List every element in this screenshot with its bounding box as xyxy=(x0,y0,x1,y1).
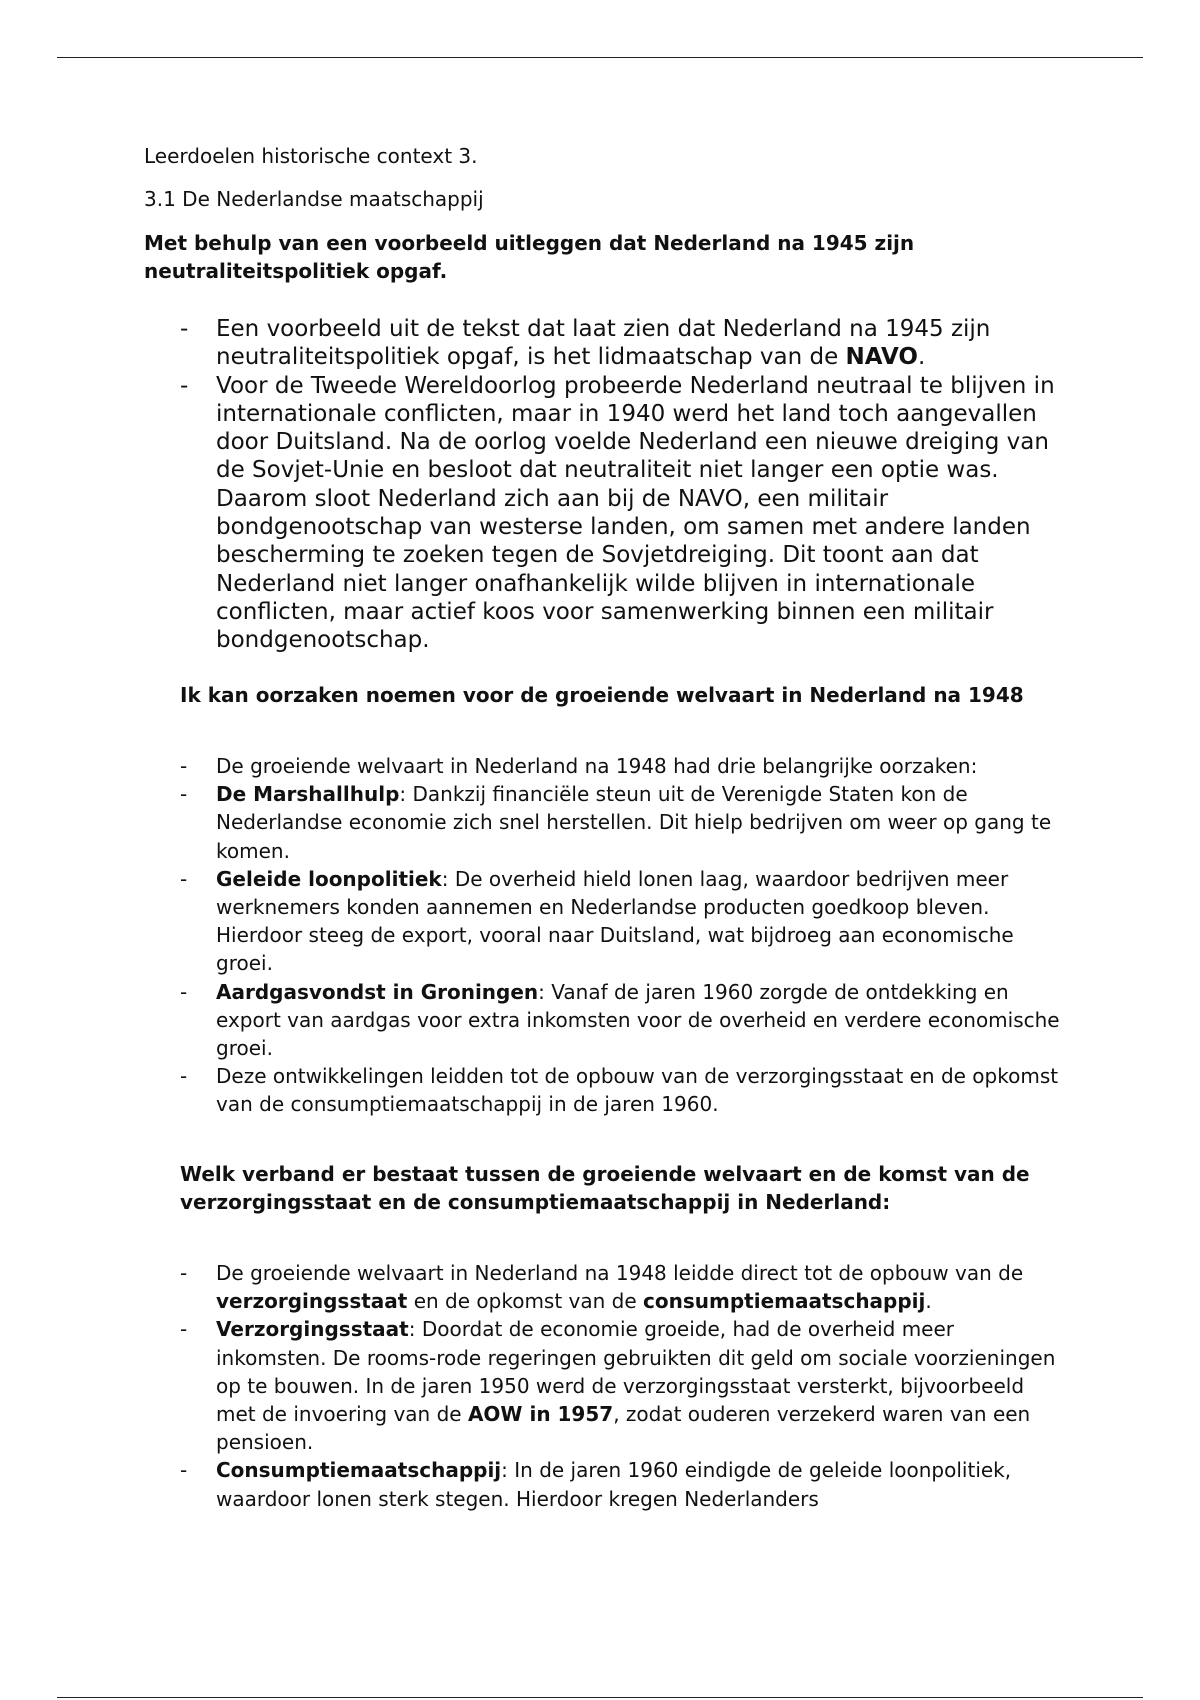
list-item: - De groeiende welvaart in Nederland na 1948 leidde direct tot de opbouw van de verzorgingsstaat en de opkomst van de consumptiemaatschappij. xyxy=(180,1259,1060,1315)
verband-list xyxy=(180,1259,1060,1513)
neutrality-list xyxy=(180,315,1060,655)
welvaart-list xyxy=(180,752,1060,1119)
list-item: - Aardgasvondst in Groningen: Vanaf de jaren 1960 zorgde de ontdekking en export van aardgas voor extra inkomsten voor de overheid en verdere economische groei. xyxy=(180,978,1060,1063)
footer-rule xyxy=(57,1697,1143,1698)
list-item: - Een voorbeeld uit de tekst dat laat zien dat Nederland na 1945 zijn neutraliteitspolitiek opgaf, is het lidmaatschap van de NAVO. xyxy=(180,315,1060,372)
list-item: - Consumptiemaatschappij: In de jaren 1960 eindigde de geleide loonpolitiek, waardoor lonen sterk stegen. Hierdoor kregen Nederlanders xyxy=(180,1456,1060,1512)
list-item: - Deze ontwikkelingen leidden tot de opbouw van de verzorgingsstaat en de opkomst van de consumptiemaatschappij in de jaren 1960. xyxy=(180,1062,1060,1118)
list-item: - Voor de Tweede Wereldoorlog probeerde Nederland neutraal te blijven in internationale conflicten, maar in 1940 werd het land toch aangevallen door Duitsland. Na de oorlog voelde Nederland een nieuwe dreiging van de Sovjet-Unie en besloot dat neutraliteit niet langer een optie was. Daarom sloot Nederland zich aan bij de NAVO, een militair bondgenootschap van westerse landen, om samen met andere landen bescherming te zoeken tegen de Sovjetdreiging. Dit toont aan dat Nederland niet langer onafhankelijk wilde blijven in internationale conflicten, maar actief koos voor samenwerking binnen een militair bondgenootschap. xyxy=(180,372,1060,655)
document-title: Leerdoelen historische context 3. xyxy=(144,144,478,168)
section-subtitle: 3.1 De Nederlandse maatschappij xyxy=(144,187,484,211)
list-item: - De groeiende welvaart in Nederland na 1948 had drie belangrijke oorzaken: xyxy=(180,752,1060,780)
list-item: - Geleide loonpolitiek: De overheid hield lonen laag, waardoor bedrijven meer werknemers konden aannemen en Nederlandse producten goedkoop bleven. Hierdoor steeg de export, vooral naar Duitsland, wat bijdroeg aan economische groei. xyxy=(180,865,1060,978)
list-item: - Verzorgingsstaat: Doordat de economie groeide, had de overheid meer inkomsten. De rooms-rode regeringen gebruikten dit geld om sociale voorzieningen op te bouwen. In de jaren 1950 werd de verzorgingsstaat versterkt, bijvoorbeeld met de invoering van de AOW in 1957, zodat ouderen verzekerd waren van een pensioen. xyxy=(180,1315,1060,1456)
section-heading-neutrality: Met behulp van een voorbeeld uitleggen dat Nederland na 1945 zijn neutraliteitspolitiek opgaf. xyxy=(144,231,915,283)
section-heading-welvaart: Ik kan oorzaken noemen voor de groeiende welvaart in Nederland na 1948 xyxy=(180,683,1024,707)
section-heading-verband: Welk verband er bestaat tussen de groeiende welvaart en de komst van de verzorgingsstaat en de consumptiemaatschappij in Nederland: xyxy=(180,1162,1030,1214)
list-item: - De Marshallhulp: Dankzij financiële steun uit de Verenigde Staten kon de Nederlandse economie zich snel herstellen. Dit hielp bedrijven om weer op gang te komen. xyxy=(180,780,1060,865)
header-rule xyxy=(57,57,1143,58)
